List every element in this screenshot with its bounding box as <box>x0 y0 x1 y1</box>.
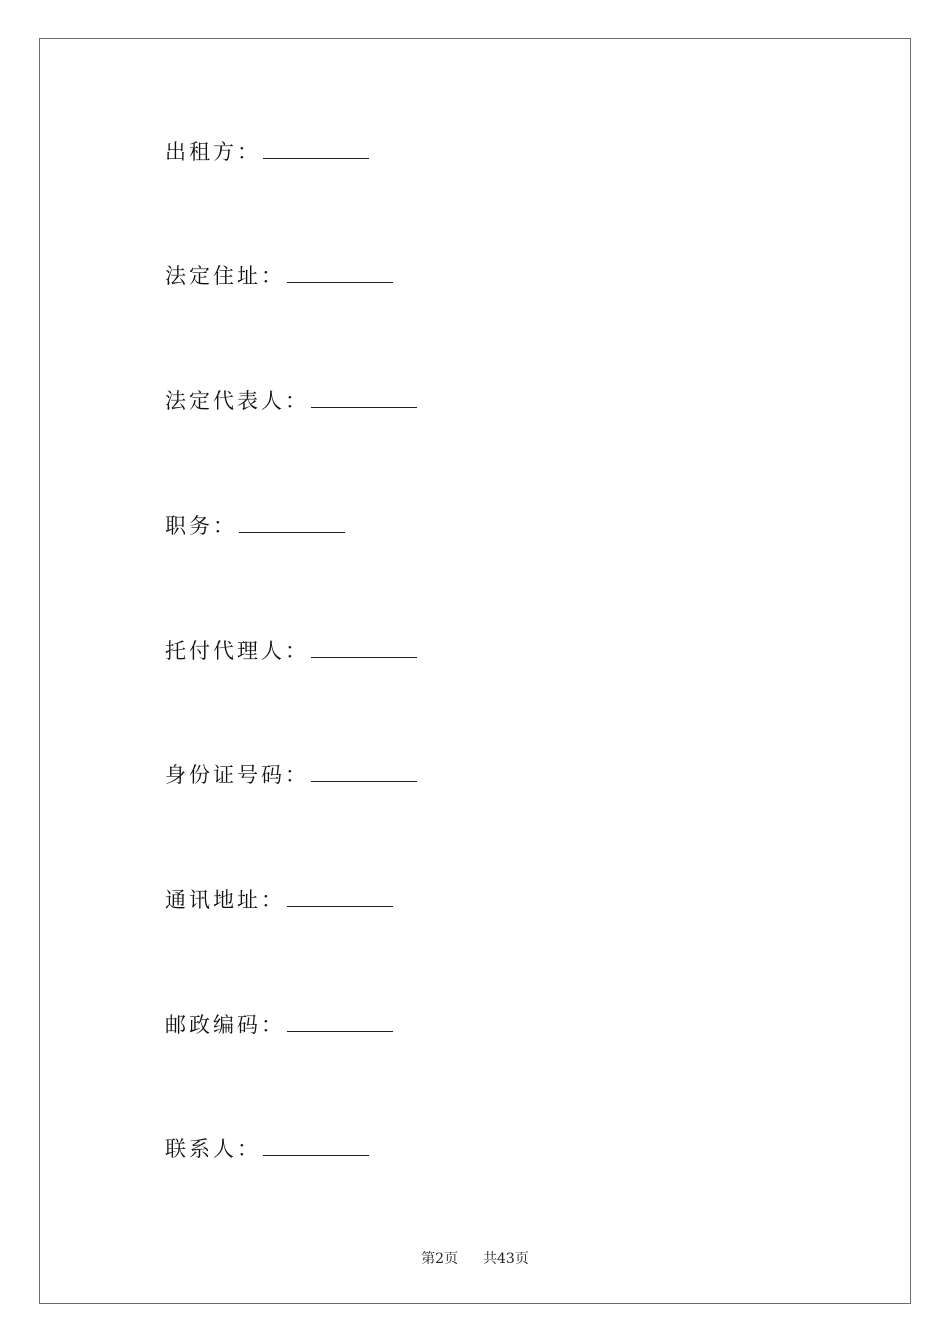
field-lessor <box>165 133 369 163</box>
page-number: 第2页 <box>421 1251 459 1267</box>
page-total: 共43页 <box>483 1251 529 1267</box>
field-label: 联系人： <box>165 1137 261 1161</box>
field-postal-code <box>165 1006 393 1036</box>
field-position <box>165 507 345 537</box>
field-label: 职务： <box>165 514 237 538</box>
field-label: 法定住址： <box>165 264 285 288</box>
field-agent <box>165 632 417 662</box>
blank-line[interactable] <box>263 1137 369 1156</box>
blank-line[interactable] <box>311 763 417 782</box>
field-label: 通讯地址： <box>165 888 285 912</box>
field-legal-representative <box>165 382 417 412</box>
field-label: 邮政编码： <box>165 1013 285 1037</box>
field-label: 出租方： <box>165 140 261 164</box>
blank-line[interactable] <box>287 1013 393 1032</box>
field-id-number <box>165 756 417 786</box>
page-footer <box>0 1248 950 1268</box>
page-frame <box>39 38 911 1304</box>
field-mailing-address <box>165 881 393 911</box>
field-label: 身份证号码： <box>165 763 309 787</box>
field-legal-address <box>165 257 393 287</box>
blank-line[interactable] <box>311 389 417 408</box>
blank-line[interactable] <box>287 888 393 907</box>
field-label: 托付代理人： <box>165 639 309 663</box>
blank-line[interactable] <box>239 514 345 533</box>
blank-line[interactable] <box>263 140 369 159</box>
field-contact-person <box>165 1130 369 1160</box>
blank-line[interactable] <box>287 264 393 283</box>
field-label: 法定代表人： <box>165 389 309 413</box>
blank-line[interactable] <box>311 639 417 658</box>
